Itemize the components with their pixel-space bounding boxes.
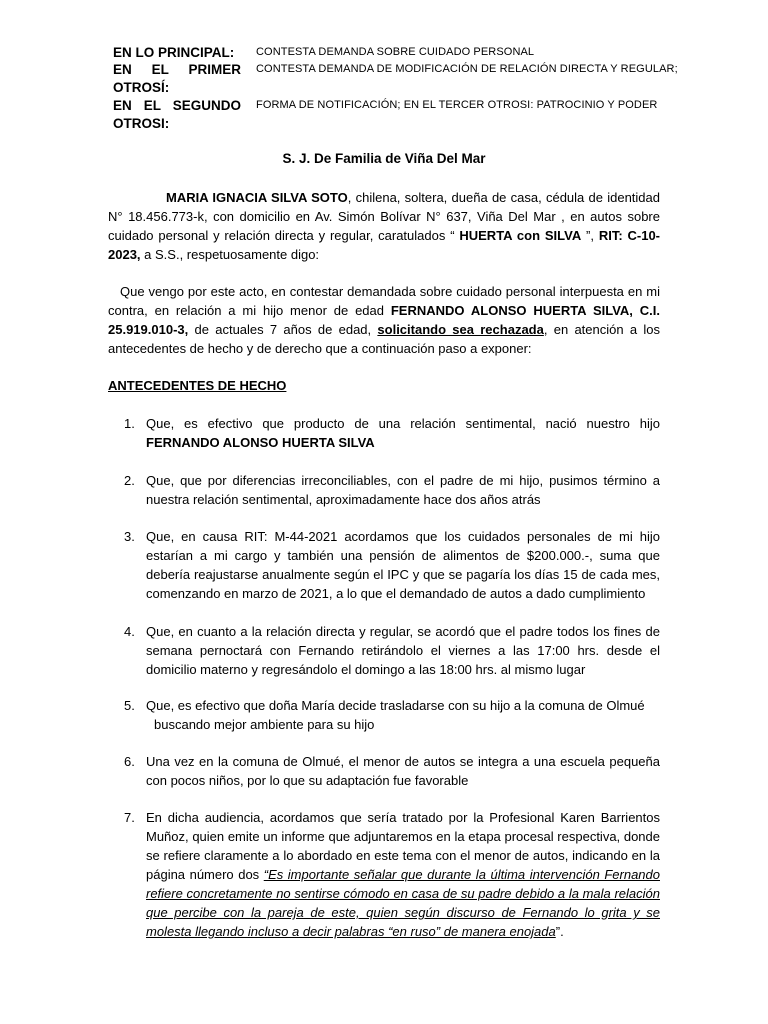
report-quote: “Es importante señalar que durante la última intervención Fernando refiere concretamente no sentirse cómodo en casa de su padre debido a la mala relación que percibe con la pareja de este, quien según discurso de Fernando lo grita y se molesta llegando incluso a decir palabras “en ruso” de manera enojada [146,867,660,939]
request-text: Que vengo por este acto, en contestar demandada sobre cuidado personal interpuesta en mi contra, en relación a mi hijo menor de edad [108,284,660,318]
item-number: 1. [124,416,135,431]
item-text: En dicha audiencia, acordamos que sería tratado por la Profesional Karen Barrientos Muñoz, quien emite un informe que adjuntaremos en la etapa procesal respectiva, donde se refiere claramente a lo abordado en este tema con el menor de autos, indicando en la página número dos [146,810,660,882]
list-item [108,527,660,603]
item-text: Que, es efectivo que producto de una relación sentimental, nació nuestro hijo [146,416,660,431]
list-item [108,808,660,941]
item-body [146,808,660,941]
list-item [108,414,660,452]
list-item [108,471,660,509]
intro-paragraph [108,188,660,264]
intro-text: ”, [581,228,599,243]
header-text: CONTESTA DEMANDA SOBRE CUIDADO PERSONAL [256,46,535,58]
request-ask: solicitando sea rechazada [377,322,544,337]
party-name: MARIA IGNACIA SILVA SOTO [166,190,348,205]
request-text: de actuales 7 años de edad, [188,322,378,337]
item-text: ”. [555,924,564,939]
item-number: 2. [124,473,135,488]
header-label-cont: OTROSI: [113,115,170,131]
case-rit: RIT: C-10-2023, [108,228,660,262]
section-title: ANTECEDENTES DE HECHO [108,378,287,393]
intro-text: , chilena, soltera, dueña de casa, cédula de identidad N° 18.456.773-k, con domicilio en Av. Simón Bolívar N° 637, Viña Del Mar , en autos sobre cuidado personal y relación directa y regular, caratulados “ [108,190,660,243]
item-number: 4. [124,624,135,639]
header-label-cont: OTROSÍ: [113,79,170,95]
item-line: Que, es efectivo que doña María decide trasladarse con su hijo a la comuna de Olmué [146,698,645,713]
item-number: 6. [124,754,135,769]
item-body [146,414,660,452]
list-item [108,696,660,734]
item-body: Una vez en la comuna de Olmué, el menor de autos se integra a una escuela pequeña con pocos niños, por lo que su adaptación fue favorable [146,754,660,788]
child-name: FERNANDO ALONSO HUERTA SILVA, C.I. 25.919.010-3, [108,303,660,337]
item-body: Que, que por diferencias irreconciliables, con el padre de mi hijo, pusimos término a nuestra relación sentimental, aproximadamente hace dos años atrás [146,473,660,507]
list-item [108,622,660,679]
item-number: 7. [124,810,135,825]
request-paragraph [108,282,660,358]
header-text: CONTESTA DEMANDA DE MODIFICACIÓN DE RELACIÓN DIRECTA Y REGULAR; [256,63,678,75]
item-line: buscando mejor ambiente para su hijo [154,717,375,732]
header-label: EN EL SEGUNDO [113,98,241,113]
header-label: EN LO PRINCIPAL: [113,45,235,60]
header-text: FORMA DE NOTIFICACIÓN; EN EL TERCER OTROSI: PATROCINIO Y PODER [256,99,658,111]
court-title: S. J. De Familia de Viña Del Mar [282,151,486,166]
item-body [146,696,660,734]
item-number: 5. [124,698,135,713]
intro-text: a S.S., respetuosamente digo: [140,247,320,262]
request-text: , en atención a los antecedentes de hecho y de derecho que a continuación paso a exponer: [108,322,660,356]
item-body: Que, en cuanto a la relación directa y regular, se acordó que el padre todos los fines de semana pernoctará con Fernando retirándolo el viernes a las 17:00 hrs. desde el domicilio materno y regresándolo el domingo a las 18:00 hrs. al mismo lugar [146,624,660,677]
case-caption: HUERTA con SILVA [459,228,582,243]
item-body: Que, en causa RIT: M-44-2021 acordamos que los cuidados personales de mi hijo estarían a mi cargo y también una pensión de alimentos de $200.000.-, suma que debería reajustarse anualmente según el IPC y que se pagaría los días 15 de cada mes, comenzando en marzo de 2021, a lo que el demandado de autos a dado cumplimiento [146,529,660,601]
child-name: FERNANDO ALONSO HUERTA SILVA [146,435,375,450]
item-number: 3. [124,529,135,544]
header-label: EN EL PRIMER [113,62,241,77]
list-item [108,752,660,790]
